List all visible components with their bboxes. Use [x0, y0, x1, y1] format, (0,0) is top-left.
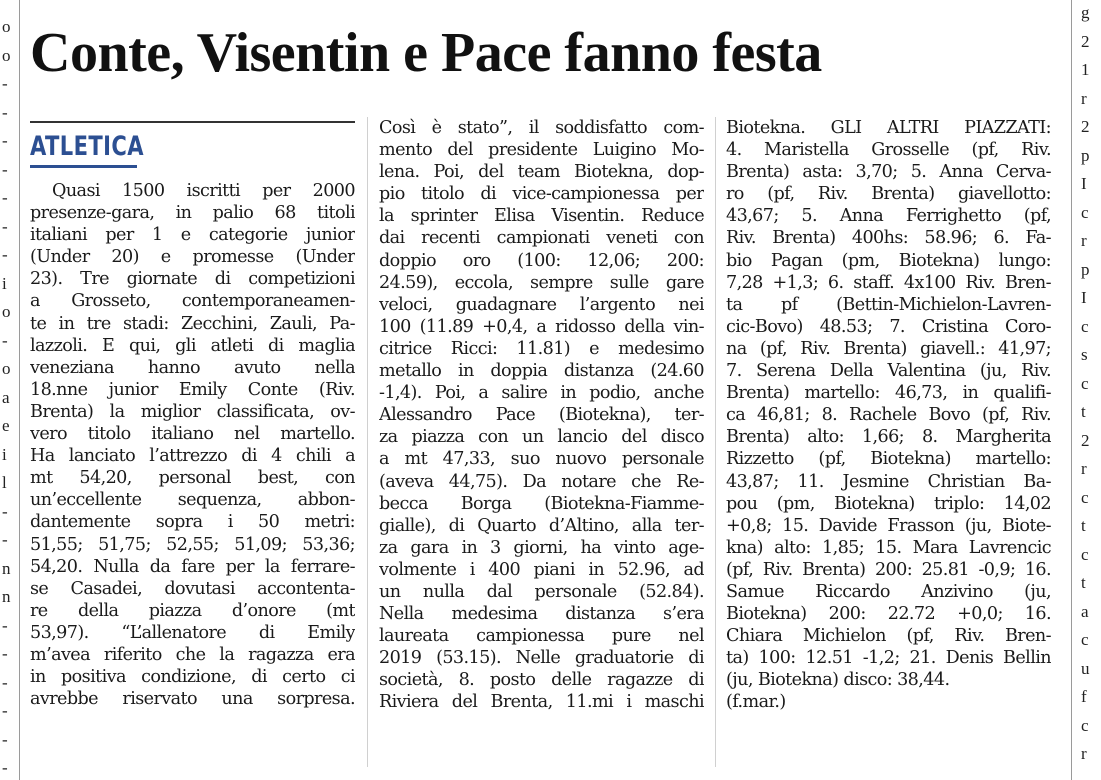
margin-fragment: c [1081, 316, 1089, 336]
margin-fragment: g [1081, 3, 1090, 22]
margin-fragment: e [2, 416, 10, 435]
text-line: 7,28 +1,3; 6. staff. 4x100 Riv. Bren- [726, 272, 1051, 293]
text-line: za gara in 3 giorni, ha vinto age- [379, 537, 704, 558]
text-line: 54,20. Nulla da fare per la ferrare- [30, 556, 355, 577]
margin-fragment: - [2, 758, 8, 777]
text-line: avrebbe riservato una sorpresa. [30, 689, 355, 710]
text-line: (Under 20) e promesse (Under [30, 247, 355, 268]
text-line: Chiara Michielon (pf, Riv. Bren- [726, 626, 1051, 647]
text-line: +0,8; 15. Davide Frasson (ju, Biote- [726, 515, 1051, 536]
text-line: Biotekna) 200: 22.72 +0,0; 16. [726, 604, 1051, 625]
margin-fragment: n [2, 558, 11, 578]
text-line: un’eccellente sequenza, abbon- [30, 490, 355, 511]
text-line: (ju, Biotekna) disco: 38,44. [726, 670, 950, 691]
text-line: a mt 47,33, suo nuovo personale [379, 449, 704, 470]
margin-fragment: r [1081, 88, 1087, 108]
text-line: lena. Poi, del team Biotekna, dop- [379, 162, 704, 183]
text-line: te in tre stadi: Zecchini, Zauli, Pa- [30, 313, 355, 334]
text-line: Così è stato”, il soddisfatto com- [379, 118, 704, 138]
margin-fragment: - [2, 188, 8, 207]
text-line: (pf, Riv. Brenta) 200: 25.81 -0,9; 16. [726, 559, 1051, 580]
text-line: laureata campionessa pure nel [379, 626, 704, 647]
margin-fragment: c [1081, 487, 1089, 507]
text-line: becca Borga (Biotekna-Fiamme- [379, 493, 704, 514]
margin-fragment: p [1081, 259, 1090, 279]
text-line: ta) 100: 12.51 -1,2; 21. Denis Bellin [726, 648, 1051, 669]
margin-fragment: i [2, 273, 7, 293]
margin-fragment: 2 [1081, 31, 1090, 51]
text-line: un nulla dal personale (52.84). [379, 581, 704, 602]
text-line: Ha lanciato l’attrezzo di 4 chili a [30, 446, 355, 467]
margin-fragment: - [2, 245, 8, 264]
text-line: Samue Riccardo Anzivino (ju, [726, 581, 1051, 602]
margin-fragment: r [1081, 459, 1087, 478]
text-line: Nella medesima distanza s’era [379, 604, 704, 625]
margin-fragment: - [2, 672, 8, 692]
margin-fragment: o [2, 359, 11, 378]
margin-fragment: c [1081, 715, 1089, 735]
margin-fragment: l [2, 473, 7, 492]
text-line: -1,4). Poi, a salire in podio, anche [379, 383, 704, 404]
text-line: m’avea riferito che la ragazza era [30, 644, 355, 665]
text-line: pou (pm, Biotekna) triplo: 14,02 [726, 493, 1051, 514]
text-line: a Grosseto, contemporaneamen- [30, 291, 355, 312]
text-line: italiani per 1 e categorie junior [30, 225, 355, 246]
margin-fragment: o [2, 302, 11, 321]
text-line: volmente i 400 piani in 52.96, ad [379, 559, 704, 580]
margin-fragment: t [1081, 516, 1086, 535]
margin-fragment: - [2, 729, 8, 749]
text-line: Quasi 1500 iscritti per 2000 [52, 181, 355, 201]
text-line: re della piazza d’onore (mt [30, 600, 355, 621]
text-line: società, 8. posto delle ragazze di [379, 670, 704, 691]
text-line: in positiva condizione, di certo ci [30, 667, 355, 688]
margin-fragment: 2 [1081, 430, 1090, 450]
text-line: 7. Serena Della Valentina (ju, Riv. [726, 361, 1051, 382]
margin-fragment: - [2, 159, 8, 179]
text-line: vero titolo italiano nel martello. [30, 424, 355, 445]
text-line: Brenta) alto: 1,66; 8. Margherita [726, 427, 1051, 448]
text-line: pio titolo di vice-campionessa per [379, 184, 704, 205]
text-line: Riviera del Brenta, 11.mi i maschi [379, 692, 704, 713]
margin-fragment: f [1081, 687, 1087, 706]
margin-fragment: n [2, 587, 11, 606]
margin-fragment: o [2, 17, 11, 36]
margin-fragment: - [2, 644, 8, 663]
text-line: lazzoli. E qui, gli atleti di maglia [30, 335, 355, 356]
text-line: ta pf (Bettin-Michielon-Lavren- [726, 294, 1051, 315]
margin-fragment: - [2, 74, 8, 93]
text-line: 100 (11.89 +0,4, a ridosso della vin- [379, 316, 704, 337]
text-line: (aveva 44,75). Da notare che Re- [379, 471, 704, 492]
text-line: cic-Bovo) 48.53; 7. Cristina Coro- [726, 316, 1051, 337]
article-column-2 [379, 117, 704, 714]
margin-fragment: t [1081, 402, 1086, 421]
text-line: 43,87; 11. Jesmine Christian Ba- [726, 471, 1051, 492]
text-line: mt 54,20, personal best, con [30, 468, 355, 489]
margin-fragment: a [2, 387, 10, 407]
text-line: ca 46,81; 8. Rachele Bovo (pf, Riv. [726, 405, 1051, 426]
margin-fragment: c [1081, 373, 1089, 393]
margin-fragment: c [1081, 544, 1089, 564]
margin-fragment: - [2, 701, 8, 720]
text-line: la sprinter Elisa Visentin. Reduce [379, 206, 704, 227]
text-line: Biotekna. GLI ALTRI PIAZZATI: [726, 118, 1051, 138]
margin-fragment: - [2, 501, 8, 521]
margin-fragment: u [1081, 658, 1090, 678]
margin-fragment: - [2, 615, 8, 635]
text-line: Brenta) la miglior classificata, ov- [30, 401, 355, 422]
right-margin-fragments [1071, 0, 1101, 780]
margin-fragment: - [2, 530, 8, 549]
text-line: (f.mar.) [726, 692, 786, 713]
margin-fragment: a [1081, 601, 1089, 621]
margin-fragment: o [2, 45, 11, 65]
margin-fragment: - [2, 131, 8, 150]
text-line: gialle), di Quarto d’Altino, alla ter- [379, 515, 704, 536]
section-tag: ATLETICA [30, 131, 144, 162]
margin-fragment: t [1081, 573, 1086, 592]
text-line: Alessandro Pace (Biotekna), ter- [379, 405, 704, 426]
text-line: 24.59), eccola, sempre sulle gare [379, 272, 704, 293]
column-divider [715, 117, 716, 767]
headline: Conte, Visentin e Pace fanno festa [30, 22, 822, 84]
text-line: dai recenti campionati veneti con [379, 228, 704, 249]
margin-fragment: r [1081, 231, 1087, 250]
text-line: bio Pagan (pm, Biotekna) lungo: [726, 250, 1051, 271]
margin-fragment: I [1081, 288, 1087, 307]
margin-fragment: - [2, 216, 8, 236]
margin-fragment: r [1081, 744, 1087, 763]
left-margin-fragments [0, 0, 20, 780]
margin-fragment: I [1081, 174, 1087, 193]
section-underline [30, 165, 137, 168]
text-line: veloci, guadagnare l’argento nei [379, 294, 704, 315]
text-line: Riv. Brenta) 400hs: 58.96; 6. Fa- [726, 228, 1051, 249]
text-line: na (pf, Riv. Brenta) giavell.: 41,97; [726, 338, 1051, 359]
text-line: 53,97). “L’allenatore di Emily [30, 622, 355, 643]
text-line: 2019 (53.15). Nelle graduatorie di [379, 648, 704, 669]
section-rule [30, 121, 355, 123]
text-line: Brenta) martello: 46,73, in qualifi- [726, 383, 1051, 404]
article-column-3 [726, 117, 1051, 714]
text-line: metallo in doppia distanza (24.60 [379, 361, 704, 382]
text-line: 4. Maristella Grosselle (pf, Riv. [726, 140, 1051, 161]
text-line: presenze-gara, in palio 68 titoli [30, 203, 355, 224]
margin-fragment: c [1081, 630, 1089, 649]
text-line: citrice Ricci: 11.81) e medesimo [379, 338, 704, 359]
text-line: za piazza con un lancio del disco [379, 427, 704, 448]
text-line: doppio oro (100: 12,06; 200: [379, 250, 704, 271]
text-line: Brenta) asta: 3,70; 5. Anna Cerva- [726, 162, 1051, 183]
text-line: se Casadei, dovutasi accontenta- [30, 578, 355, 599]
margin-fragment: i [2, 444, 7, 464]
text-line: dantemente sopra i 50 metri: [30, 512, 355, 533]
margin-fragment: p [1081, 145, 1090, 165]
margin-fragment: 2 [1081, 117, 1090, 136]
text-line: 43,67; 5. Anna Ferrighetto (pf, [726, 206, 1051, 227]
margin-fragment: s [1081, 345, 1088, 364]
margin-fragment: c [1081, 202, 1089, 222]
article-column-1 [30, 180, 355, 710]
column-divider [367, 117, 368, 767]
text-line: Rizzetto (pf, Biotekna) martello: [726, 449, 1051, 470]
margin-fragment: - [2, 330, 8, 350]
margin-fragment: - [2, 102, 8, 122]
text-line: kna) alto: 1,85; 15. Mara Lavrencic [726, 537, 1051, 558]
text-line: 51,55; 51,75; 52,55; 51,09; 53,36; [30, 534, 355, 555]
text-line: ro (pf, Riv. Brenta) giavellotto: [726, 184, 1051, 205]
text-line: mento del presidente Luigino Mo- [379, 140, 704, 161]
text-line: 18.nne junior Emily Conte (Riv. [30, 379, 355, 400]
margin-fragment: 1 [1081, 60, 1090, 79]
text-line: 23). Tre giornate di competizioni [30, 269, 355, 290]
text-line: veneziana hanno avuto nella [30, 357, 355, 378]
